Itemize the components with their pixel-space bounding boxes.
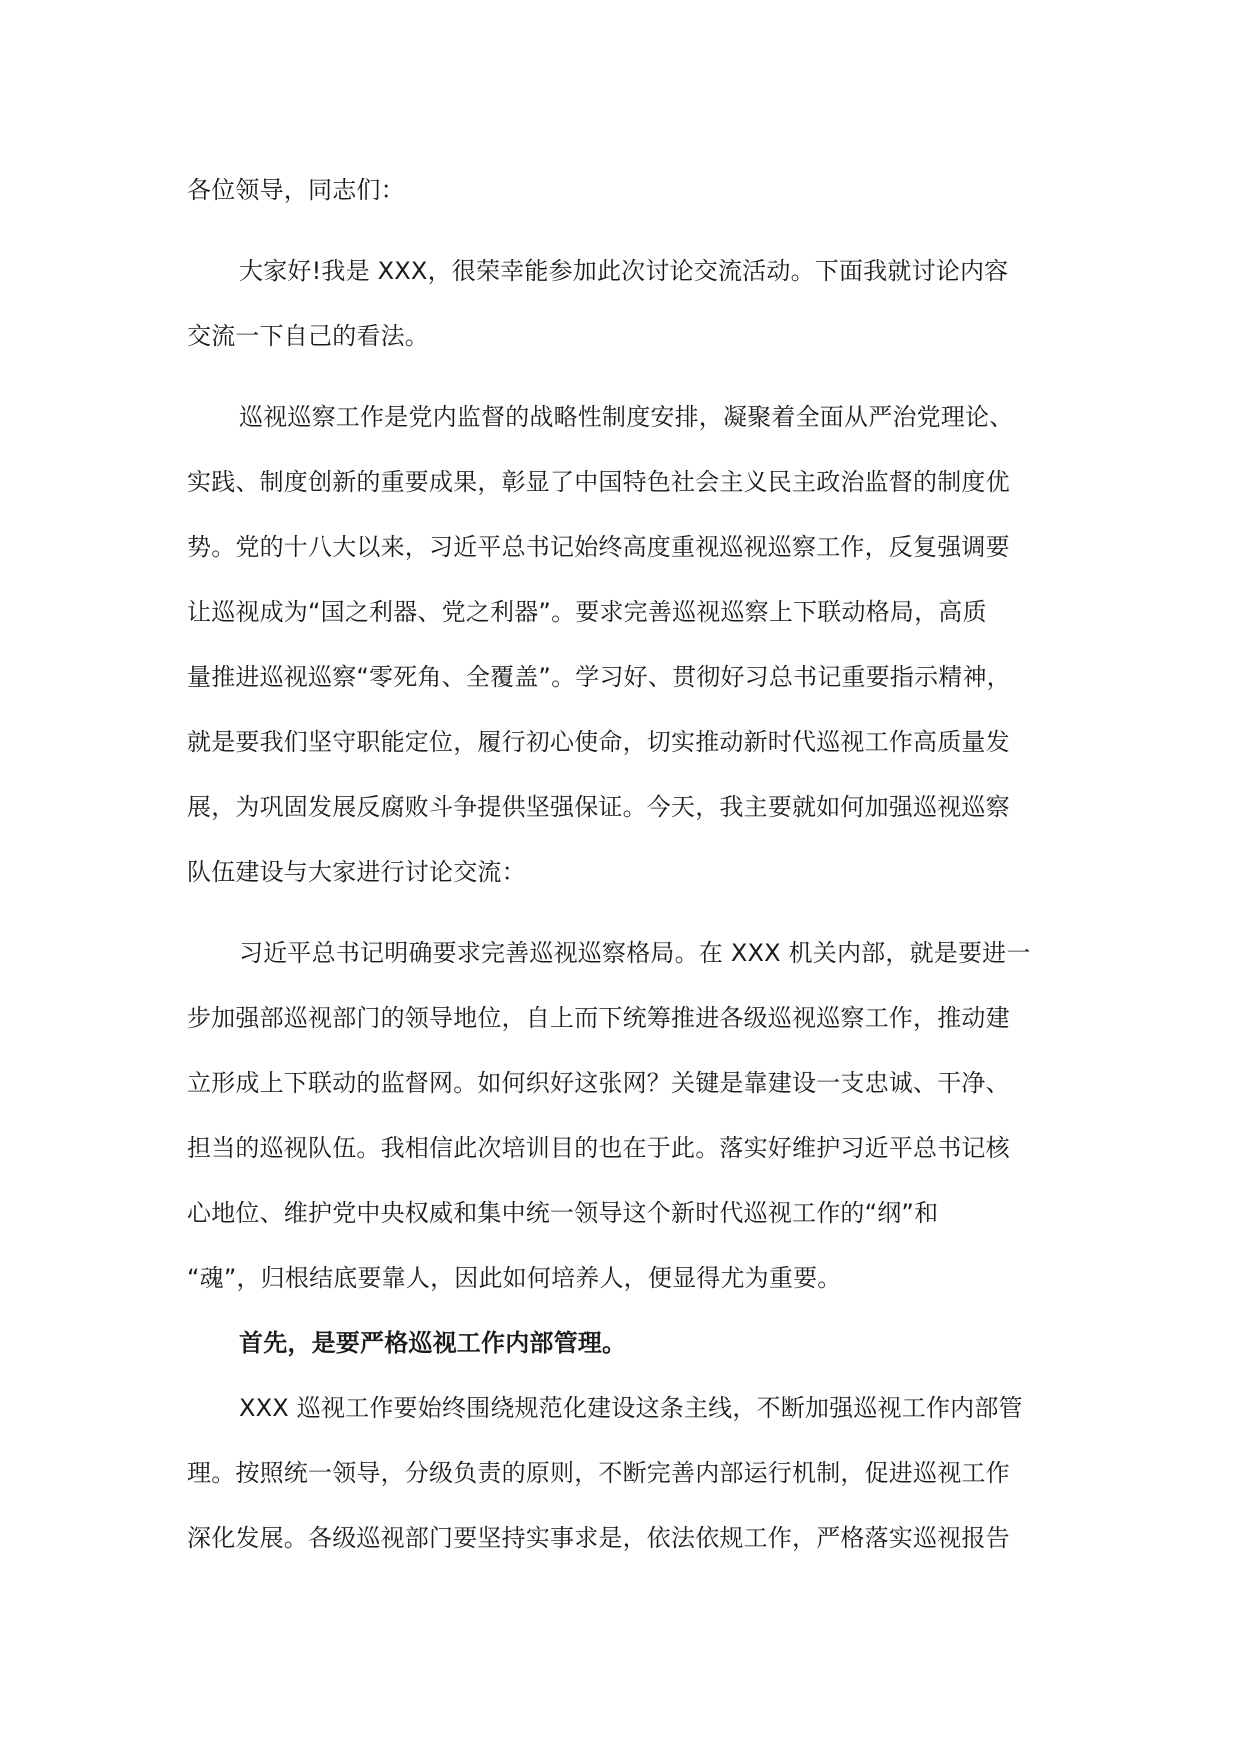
salutation: 各位领导，同志们：	[187, 176, 405, 204]
paragraph-inspection-intro	[187, 385, 1057, 905]
paragraph-line: 展，为巩固发展反腐败斗争提供坚强保证。今天，我主要就如何加强巡视巡察	[187, 793, 1010, 821]
paragraph-line: 势。党的十八大以来，习近平总书记始终高度重视巡视巡察工作，反复强调要	[187, 533, 1010, 561]
paragraph-greeting	[187, 239, 1057, 369]
paragraph-line: 习近平总书记明确要求完善巡视巡察格局。在 XXX 机关内部，就是要进一	[239, 939, 1031, 967]
paragraph-line: 交流一下自己的看法。	[187, 322, 429, 350]
paragraph-line: 实践、制度创新的重要成果，彰显了中国特色社会主义民主政治监督的制度优	[187, 468, 1010, 496]
paragraph-line: 就是要我们坚守职能定位，履行初心使命，切实推动新时代巡视工作高质量发	[187, 728, 1010, 756]
paragraph-line: 大家好!我是 XXX，很荣幸能参加此次讨论交流活动。下面我就讨论内容	[239, 257, 1009, 285]
paragraph-line: 队伍建设与大家进行讨论交流：	[187, 858, 526, 886]
paragraph-line: 步加强部巡视部门的领导地位，自上而下统筹推进各级巡视巡察工作，推动建	[187, 1004, 1010, 1032]
paragraph-line: 担当的巡视队伍。我相信此次培训目的也在于此。落实好维护习近平总书记核	[187, 1134, 1010, 1162]
paragraph-line: 量推进巡视巡察“零死角、全覆盖”。学习好、贯彻好习总书记重要指示精神，	[187, 663, 1011, 691]
section-heading: 首先，是要严格巡视工作内部管理。	[239, 1329, 627, 1357]
paragraph-line: 让巡视成为“国之利器、党之利器”。要求完善巡视巡察上下联动格局，高质	[187, 598, 987, 626]
paragraph-line: XXX 巡视工作要始终围绕规范化建设这条主线，不断加强巡视工作内部管	[239, 1394, 1023, 1422]
document-body	[187, 158, 1057, 1571]
paragraph-inspection-pattern	[187, 921, 1057, 1311]
paragraph-line: 心地位、维护党中央权威和集中统一领导这个新时代巡视工作的“纲”和	[187, 1199, 939, 1227]
paragraph-line: 巡视巡察工作是党内监督的战略性制度安排，凝聚着全面从严治党理论、	[239, 403, 1014, 431]
paragraph-line: “魂”，归根结底要靠人，因此如何培养人，便显得尤为重要。	[187, 1264, 842, 1292]
paragraph-internal-management	[187, 1376, 1057, 1571]
paragraph-line: 理。按照统一领导，分级负责的原则，不断完善内部运行机制，促进巡视工作	[187, 1459, 1010, 1487]
paragraph-line: 立形成上下联动的监督网。如何织好这张网？关键是靠建设一支忠诚、干净、	[187, 1069, 1010, 1097]
paragraph-line: 深化发展。各级巡视部门要坚持实事求是，依法依规工作，严格落实巡视报告	[187, 1524, 1010, 1552]
